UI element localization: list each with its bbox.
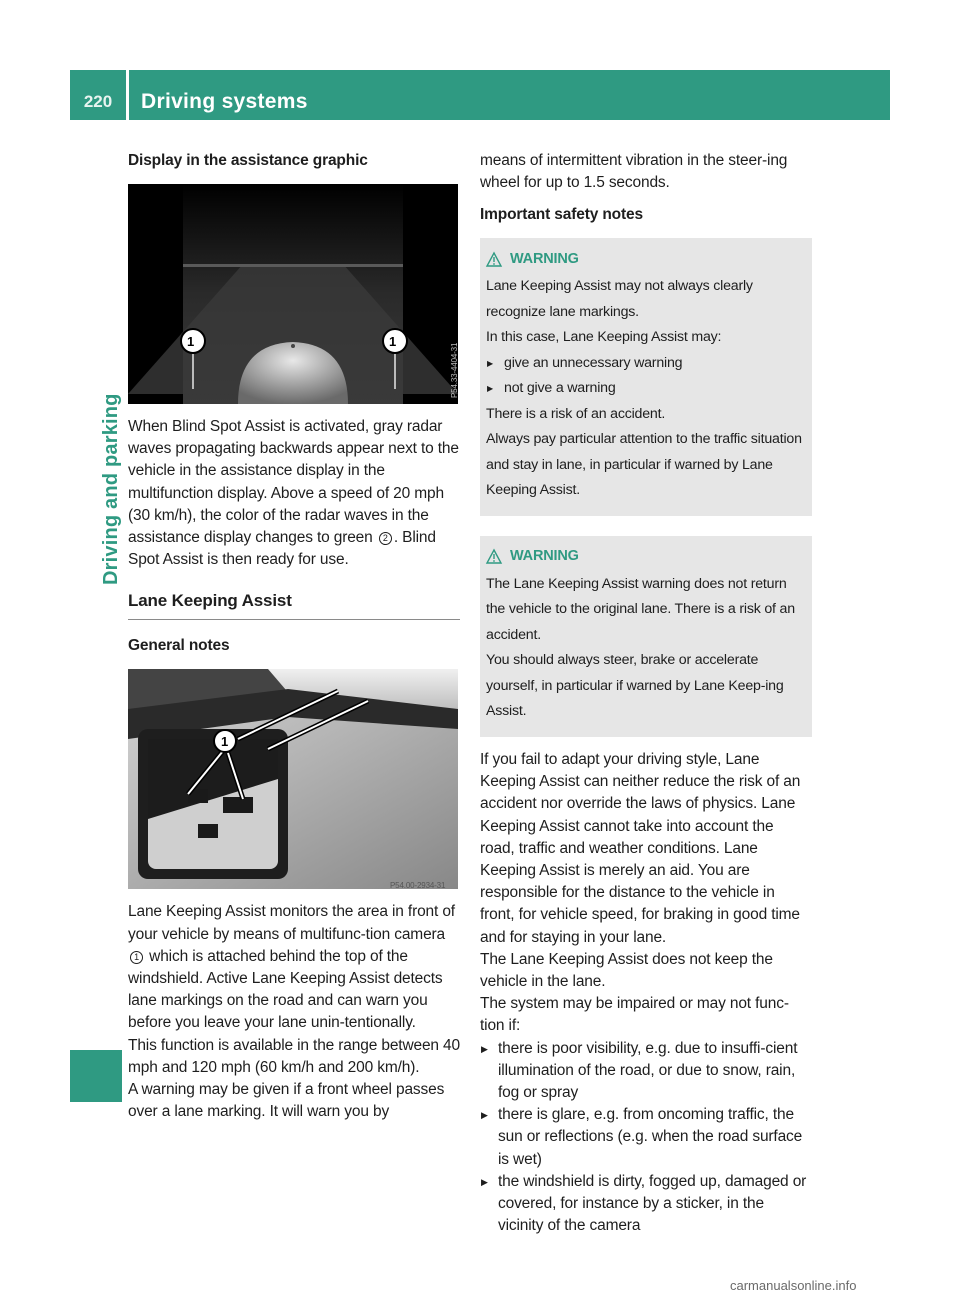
warning-header: [486, 248, 806, 270]
general-notes-heading: General notes: [128, 637, 230, 655]
adapt-paragraph: If you fail to adapt your driving style, Lane Keeping Assist can neither reduce the risk of an accident nor override the laws of physics. Lane Keeping Assist cannot take into account the road, traffic and weather conditions. Lane Keeping Assist is merely an aid. You are responsible for the distance to the vehicle in front, for vehicle speed, for braking in good time and for staying in your lane.: [480, 750, 801, 946]
warning-box-1: [480, 238, 812, 516]
display-heading: Display in the assistance graphic: [128, 152, 368, 169]
watermark: carmanualsonline.info: [730, 1278, 857, 1293]
header-divider: [126, 70, 129, 120]
lka-monitor-text: Lane Keeping Assist monitors the area in front of your vehicle by means of multifunc-tion camera: [128, 903, 455, 943]
blind-spot-text-end: . Blind Spot Assist is then ready for use.: [128, 529, 436, 569]
side-tab-block: [70, 1050, 122, 1102]
warning1-bullet: ▶ not give a warning: [486, 376, 806, 402]
warning-triangle-icon: [486, 549, 502, 564]
assistance-graphic-illustration: [128, 184, 458, 404]
page-number: 220: [83, 92, 113, 111]
figure1-callout-left: 1: [187, 334, 195, 349]
warning2-advice: You should always steer, brake or accelerate yourself, in particular if warned by Lane Keep-ing Assist.: [486, 652, 784, 720]
continuation-paragraph: means of intermittent vibration in the steer-ing wheel for up to 1.5 seconds.: [480, 152, 788, 192]
left-column: [128, 150, 460, 1123]
section-title: Driving systems: [141, 90, 308, 113]
condition-item: ▶ there is glare, e.g. from oncoming traffic, the sun or reflections (e.g. when the road surface is wet): [480, 1104, 812, 1171]
warning1-intro: Lane Keeping Assist may not always clearly recognize lane markings.: [486, 278, 753, 320]
warning-header: [486, 546, 806, 568]
heading-rule: [128, 619, 460, 620]
warning-box-2: [480, 536, 812, 737]
figure1-callout-right: 1: [389, 334, 397, 349]
callout-1-marker: 1: [130, 951, 143, 964]
lka-monitor-paragraph: [128, 901, 460, 1034]
right-column: [480, 150, 812, 1237]
callout-2-marker: 2: [379, 532, 392, 545]
blind-spot-text: When Blind Spot Assist is activated, gray radar waves propagating backwards appear next to the vehicle in the assistance display in the multifunction display. Above a speed of 20 mph (30 km/h), the color of the radar waves in the assistance display changes to green: [128, 418, 459, 547]
not-keep-paragraph: The Lane Keeping Assist does not keep the vehicle in the lane.: [480, 950, 773, 990]
side-tab-label: Driving and parking: [100, 393, 122, 585]
range-paragraph: This function is available in the range between 40 mph and 120 mph (60 km/h and 200 km/h).: [128, 1036, 460, 1076]
warning-title: WARNING: [510, 548, 579, 565]
condition-item: ▶ there is poor visibility, e.g. due to insuffi-cient illumination of the road, or due to snow, rain, fog or spray: [480, 1038, 812, 1105]
lka-heading: Lane Keeping Assist: [128, 591, 292, 611]
warning-given-paragraph: A warning may be given if a front wheel passes over a lane marking. It will warn you by: [128, 1081, 445, 1121]
condition-item: ▶ the windshield is dirty, fogged up, damaged or covered, for instance by a sticker, in the vicinity of the camera: [480, 1171, 812, 1238]
windshield-camera-figure: [128, 669, 458, 889]
warning-title: WARNING: [510, 250, 579, 267]
assistance-graphic-figure: [128, 184, 458, 404]
safety-heading: Important safety notes: [480, 206, 643, 224]
blind-spot-paragraph: [128, 416, 460, 571]
figure1-code: P54.33-4404-31: [450, 342, 459, 398]
warning-triangle-icon: [486, 252, 502, 267]
side-tab: [80, 245, 120, 605]
figure2-callout: 1: [221, 734, 229, 750]
warning1-advice: Always pay particular attention to the traffic situation and stay in lane, in particular if warned by Lane Keeping Assist.: [486, 431, 802, 499]
windshield-camera-illustration: [128, 669, 458, 889]
warning1-risk: There is a risk of an accident.: [486, 405, 666, 422]
impaired-paragraph: The system may be impaired or may not func-tion if:: [480, 995, 789, 1035]
warning1-bullet: ▶ give an unnecessary warning: [486, 351, 806, 377]
warning1-case: In this case, Lane Keeping Assist may:: [486, 329, 722, 346]
lka-monitor-text-end: which is attached behind the top of the windshield. Active Lane Keeping Assist detects lane markings on the road and can warn you before you leave your lane unin-tentionally.: [128, 947, 443, 1032]
figure2-code: P54.00-2934-31: [390, 881, 446, 891]
warning2-intro: The Lane Keeping Assist warning does not return the vehicle to the original lane. There is a risk of an accident.: [486, 575, 795, 643]
